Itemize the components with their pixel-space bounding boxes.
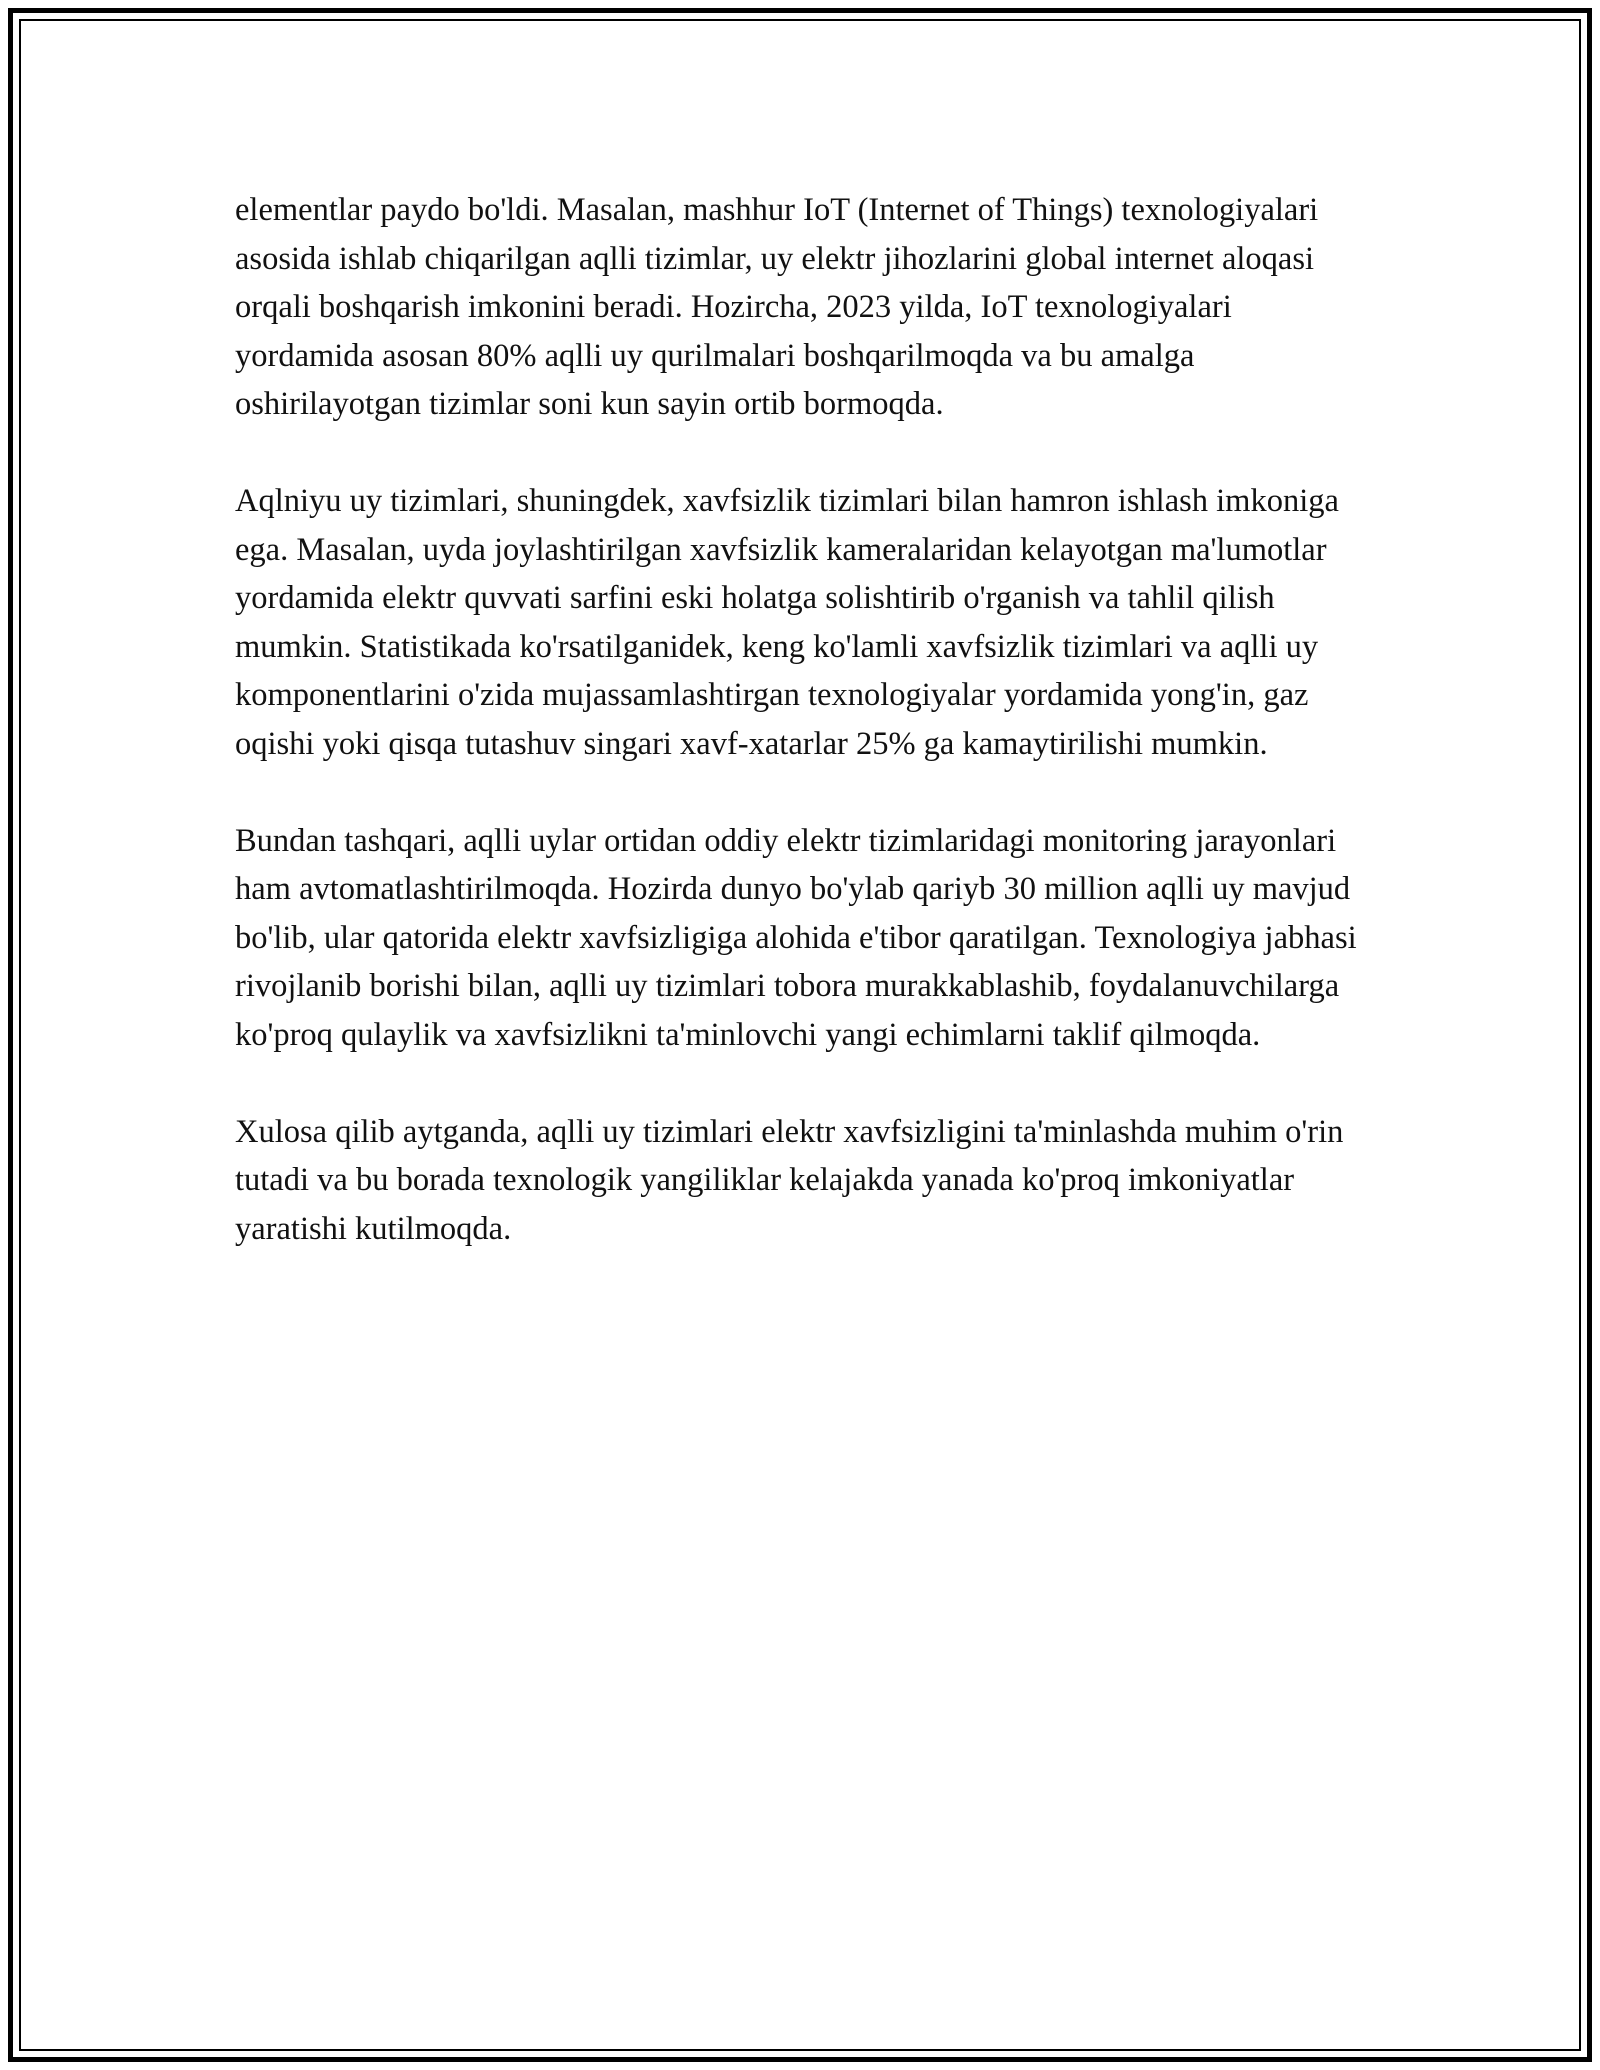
paragraph-security-systems: Aqlniyu uy tizimlari, shuningdek, xavfsizlik tizimlari bilan hamron ishlash imkoniga ega. Masalan, uyda joylashtirilgan xavfsizlik kameralaridan kelayotgan ma'lumotlar yordamida elektr quvvati sarfini eski holatga solishtirib o'rganish va tahlil qilish mumkin. Statistikada ko'rsatilganidek, keng ko'lamli xavfsizlik tizimlari va aqlli uy komponentlarini o'zida mujassamlashtirgan texnologiyalar yordamida yong'in, gaz oqishi yoki qisqa tutashuv singari xavf-xatarlar 25% ga kamaytirilishi mumkin. — [235, 483, 1339, 762]
paragraph-monitoring-automation: Bundan tashqari, aqlli uylar ortidan oddiy elektr tizimlaridagi monitoring jarayonlari ham avtomatlashtirilmoqda. Hozirda dunyo bo'ylab qariyb 30 million aqlli uy mavjud bo'lib, ular qatorida elektr xavfsizligiga alohida e'tibor qaratilgan. Texnologiya jabhasi rivojlanib borishi bilan, aqlli uy tizimlari tobora murakkablashib, foydalanuvchilarga ko'proq qulaylik va xavfsizlikni ta'minlovchi yangi echimlarni taklif qilmoqda. — [235, 822, 1357, 1053]
paragraph-iot-intro: elementlar paydo bo'ldi. Masalan, mashhur IoT (Internet of Things) texnologiyalari asosida ishlab chiqarilgan aqlli tizimlar, uy elektr jihozlarini global internet aloqasi orqali boshqarish imkonini beradi. Hozircha, 2023 yilda, IoT texnologiyalari yordamida asosan 80% aqlli uy qurilmalari boshqarilmoqda va bu amalga oshirilayotgan tizimlar soni kun sayin ortib bormoqda. — [235, 192, 1319, 422]
paragraph-conclusion: Xulosa qilib aytganda, aqlli uy tizimlari elektr xavfsizligini ta'minlashda muhim o'rin tutadi va bu borada texnologik yangiliklar kelajakda yanada ko'proq imkoniyatlar yaratishi kutilmoqda. — [235, 1113, 1344, 1247]
document-body — [235, 186, 1375, 1253]
